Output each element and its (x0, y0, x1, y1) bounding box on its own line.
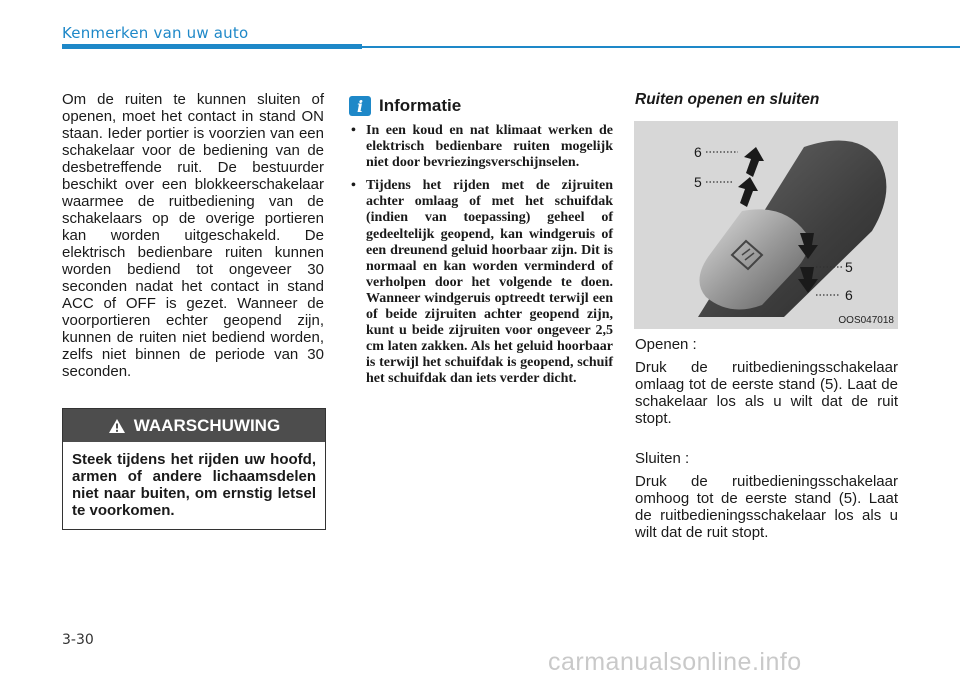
warning-title: WAARSCHUWING (133, 415, 281, 435)
page-number: 3-30 (62, 632, 94, 648)
info-header (349, 96, 461, 116)
warning-triangle-icon (108, 418, 126, 434)
close-label: Sluiten : (635, 450, 690, 467)
warning-box (62, 408, 326, 530)
open-text: Druk de ruitbedieningsschakelaar omlaag tot de eerste stand (5). Laat de schakelaar los als u wilt dat de ruit stopt. (635, 359, 898, 427)
header-rule-thick (62, 44, 362, 49)
warning-header (63, 409, 325, 442)
watermark: carmanualsonline.info (548, 648, 802, 676)
label-up-5: 5 (694, 174, 702, 190)
window-switch-illustration (634, 121, 898, 329)
open-label: Openen : (635, 336, 697, 353)
info-item-1: • In een koud en nat klimaat werken de elektrisch bedienbare ruiten mogelijk niet door bevriezingsverschijnselen. (349, 123, 613, 171)
warning-text: Steek tijdens het rijden uw hoofd, armen of andere lichaamsdelen niet naar buiten, om ernstig letsel te voorkomen. (72, 451, 316, 519)
info-icon: i (349, 96, 371, 116)
info-title: Informatie (379, 96, 462, 115)
label-down-6: 6 (845, 287, 853, 303)
section-title: Kenmerken van uw auto (62, 24, 249, 42)
info-list (349, 123, 613, 395)
intro-paragraph: Om de ruiten te kunnen sluiten of openen, moet het contact in stand ON staan. Ieder portier is voorzien van een schakelaar voor de bediening van de desbetreffende ruit. De bestuurder beschikt over een blokkeerschakelaar waarmee de ruitbediening van de schakelaars op de overige portieren kan worden uitgeschakeld. De elektrisch bedienbare ruiten kunnen worden bediend tot ongeveer 30 seconden nadat het contact in stand ACC of OFF is gezet. Wanneer de voorportieren echter geopend zijn, kunnen de ruiten niet bediend worden, zelfs niet binnen de periode van 30 seconden. (62, 91, 324, 380)
windows-instructions (635, 336, 898, 541)
header-rule-thin (362, 46, 960, 48)
close-text: Druk de ruitbedieningsschakelaar omhoog tot de eerste stand (5). Laat de ruitbedieningsschakelaar los als u wilt dat de ruit stopt. (635, 473, 898, 541)
label-up-6: 6 (694, 144, 702, 160)
label-down-5: 5 (845, 259, 853, 275)
window-switch-figure (634, 121, 898, 329)
figure-code: OOS047018 (838, 315, 894, 326)
windows-section-title: Ruiten openen en sluiten (635, 91, 820, 108)
info-item-2: • Tijdens het rijden met de zijruiten achter omlaag of met het schuifdak (indien van toepassing) geheel of gedeeltelijk geopend, kan windgeruis of een dreunend geluid hoorbaar zijn. Dit is normaal en kan worden verminderd of verholpen door het volgende te doen. Wanneer windgeruis optreedt terwijl een of beide zijruiten achter geopend zijn, kunt u beide zijruiten voor ongeveer 2,5 cm laten zakken. Als het geluid hoorbaar is terwijl het schuifdak is geopend, schuif het schuifdak dan iets verder dicht. (349, 178, 613, 387)
